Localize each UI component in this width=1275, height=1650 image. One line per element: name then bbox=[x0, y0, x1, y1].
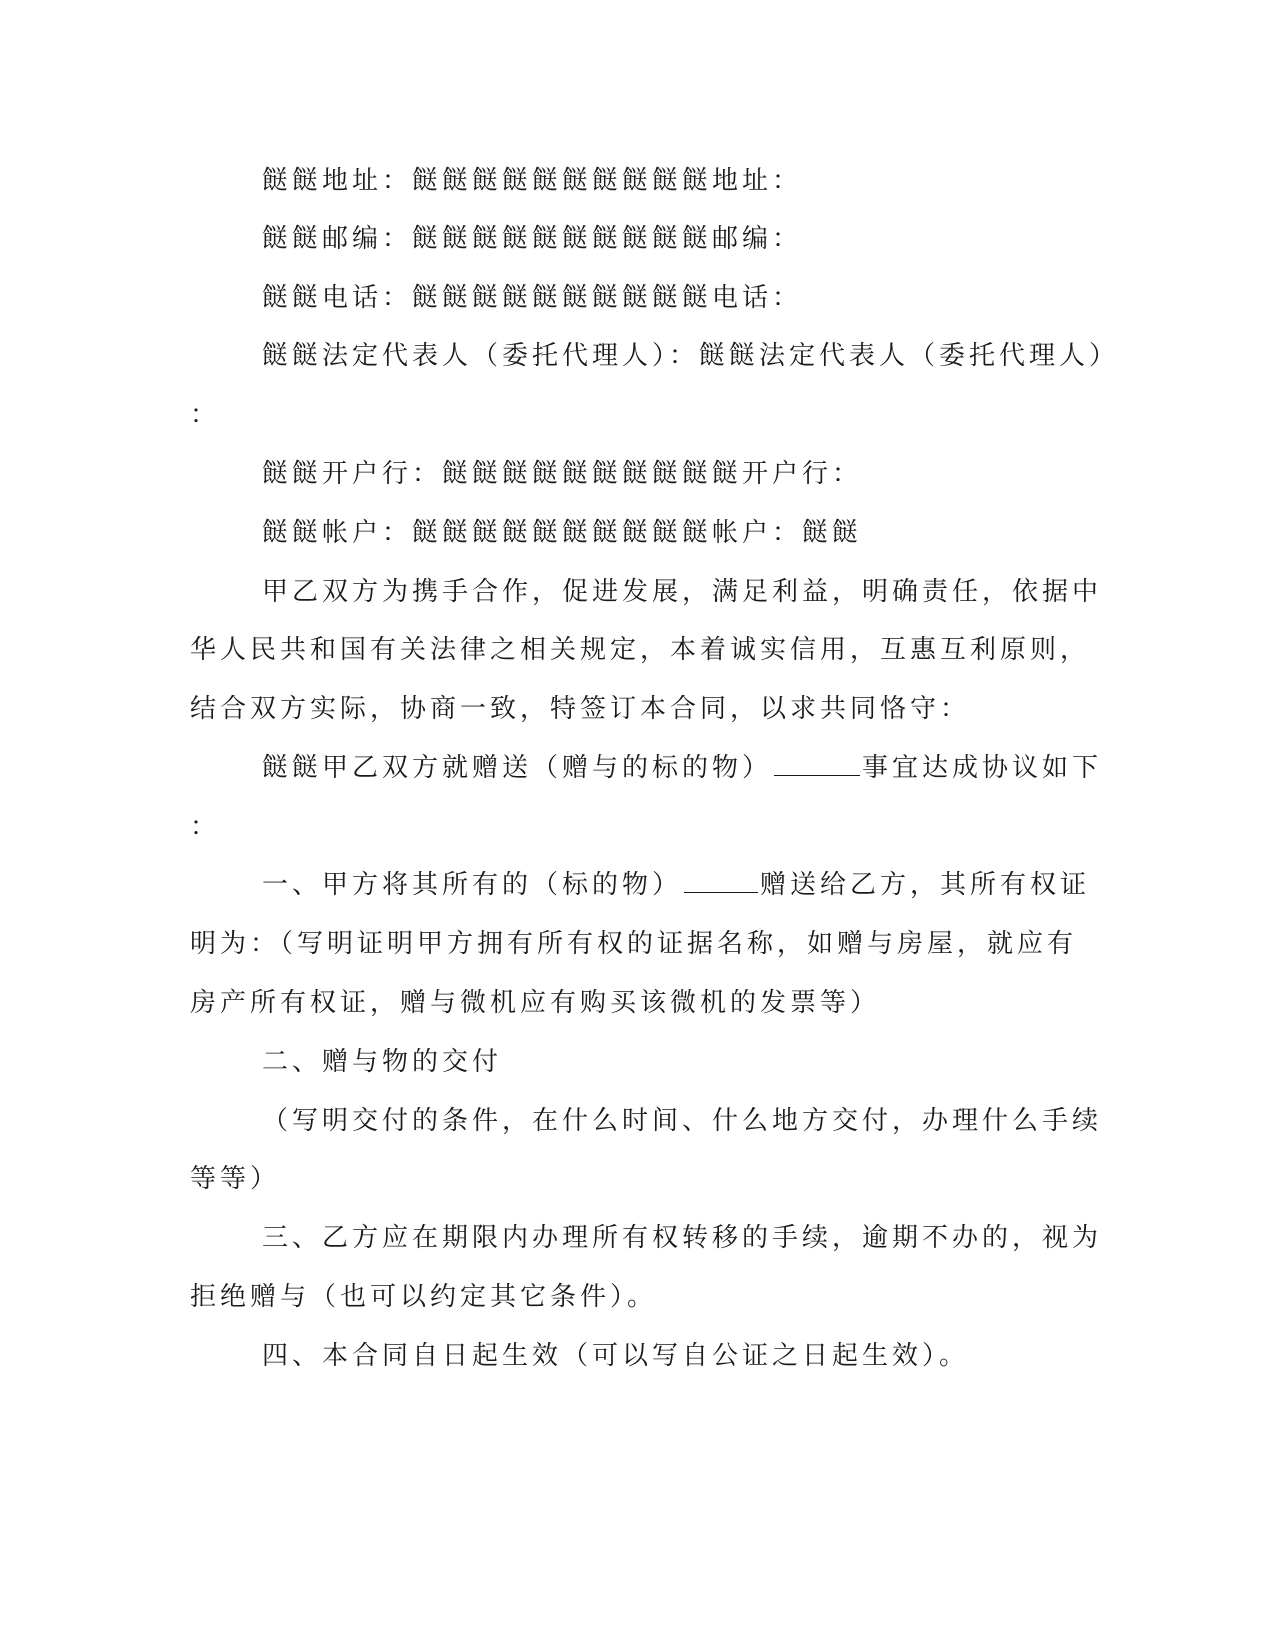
agreement-text-before: 餸餸甲乙双方就赠送（赠与的标的物） bbox=[262, 753, 773, 783]
postcode-line: 餸餸邮编：餸餸餸餸餸餸餸餸餸餸邮编： bbox=[262, 224, 803, 254]
agreement-colon: ： bbox=[190, 812, 221, 842]
account-line: 餸餸帐户：餸餸餸餸餸餸餸餸餸餸帐户：餸餸 bbox=[262, 518, 863, 548]
phone-line: 餸餸电话：餸餸餸餸餸餸餸餸餸餸电话： bbox=[262, 283, 803, 313]
clause2-line-1: （写明交付的条件，在什么时间、什么地方交付，办理什么手续 bbox=[262, 1106, 1103, 1136]
clause1-line-3: 房产所有权证，赠与微机应有购买该微机的发票等） bbox=[190, 988, 881, 1018]
agreement-text-after: 事宜达成协议如下 bbox=[862, 753, 1103, 783]
blank-field-gift-item[interactable] bbox=[774, 751, 860, 776]
clause1-line-2: 明为：（写明证明甲方拥有所有权的证据名称，如赠与房屋，就应有 bbox=[190, 929, 1078, 959]
address-line: 餸餸地址：餸餸餸餸餸餸餸餸餸餸地址： bbox=[262, 166, 803, 196]
clause2-title: 二、赠与物的交付 bbox=[262, 1047, 503, 1077]
preamble-line-3: 结合双方实际，协商一致，特签订本合同，以求共同恪守： bbox=[190, 694, 971, 724]
agreement-line bbox=[262, 751, 1102, 785]
clause2-line-2: 等等） bbox=[190, 1164, 281, 1194]
clause1-line-1 bbox=[262, 868, 1090, 902]
clause3-line-1: 三、乙方应在期限内办理所有权转移的手续，逾期不办的，视为 bbox=[262, 1223, 1103, 1253]
clause1-text-after: 赠送给乙方，其所有权证 bbox=[760, 870, 1091, 900]
clause1-text-before: 一、甲方将其所有的（标的物） bbox=[262, 870, 683, 900]
preamble-line-1: 甲乙双方为携手合作，促进发展，满足利益，明确责任，依据中 bbox=[262, 577, 1103, 607]
preamble-line-2: 华人民共和国有关法律之相关规定，本着诚实信用，互惠互利原则， bbox=[190, 635, 1091, 665]
legal-rep-colon: ： bbox=[190, 400, 221, 430]
blank-field-subject-matter[interactable] bbox=[684, 868, 758, 893]
clause3-line-2: 拒绝赠与（也可以约定其它条件）。 bbox=[190, 1282, 658, 1312]
bank-line: 餸餸开户行：餸餸餸餸餸餸餸餸餸餸开户行： bbox=[262, 459, 863, 489]
clause4-line-1: 四、本合同自日起生效（可以写自公证之日起生效）。 bbox=[262, 1341, 970, 1371]
legal-rep-line: 餸餸法定代表人（委托代理人）：餸餸法定代表人（委托代理人） bbox=[262, 341, 1120, 371]
